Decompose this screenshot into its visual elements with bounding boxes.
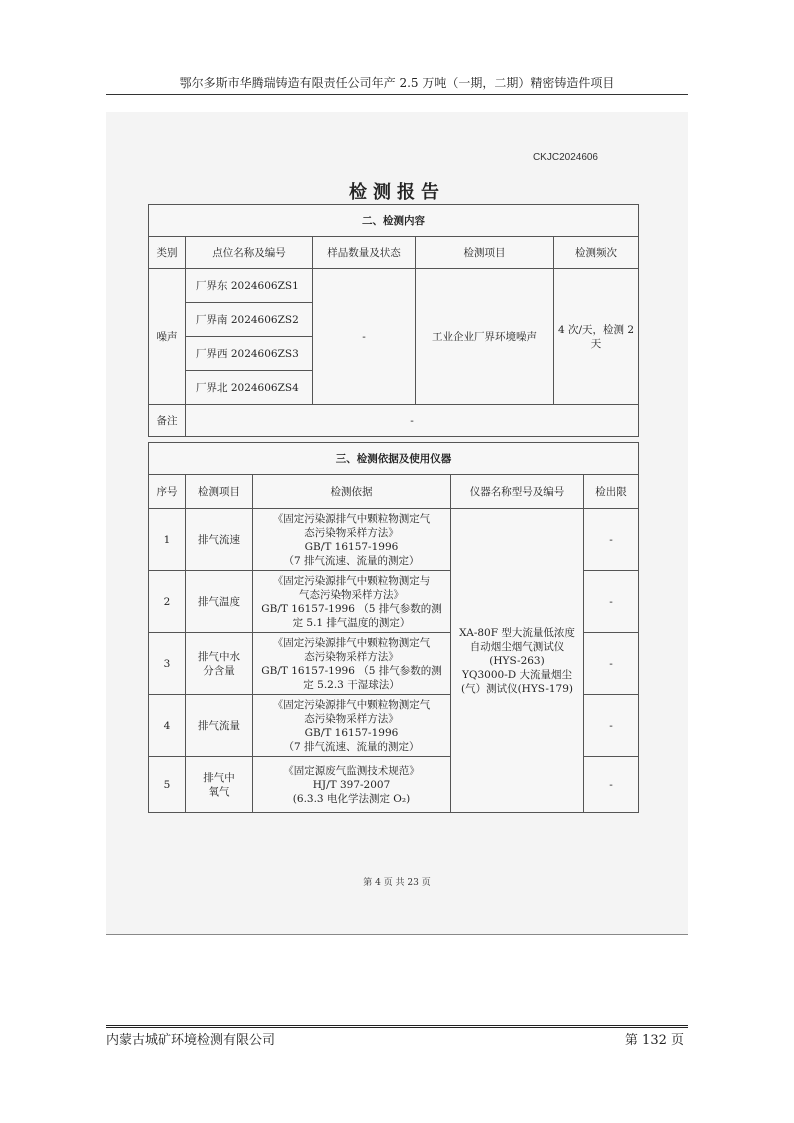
row-basis: 《固定源废气监测技术规范》 HJ/T 397-2007 (6.3.3 电化学法测定 O₂) [253,757,451,813]
row-item: 排气中 氧气 [186,757,253,813]
point-cell: 厂界北 2024606ZS4 [186,371,313,405]
detection-content-table [148,204,639,437]
footer-page-number: 第 132 页 [624,1033,684,1048]
col-header: 检测项目 [416,237,554,269]
col-header: 检出限 [584,475,639,509]
point-cell: 厂界南 2024606ZS2 [186,303,313,337]
instrument-cell: XA-80F 型大流量低浓度 自动烟尘烟气测试仪 (HYS-263) YQ3000-D 大流量烟尘 (气）测试仪(HYS-179) [451,509,584,813]
row-item: 排气温度 [186,571,253,633]
row-limit: - [584,633,639,695]
row-item: 排气流量 [186,695,253,757]
row-limit: - [584,509,639,571]
col-header: 检测频次 [554,237,639,269]
sample-status-cell: - [313,269,416,405]
row-basis: 《固定污染源排气中颗粒物测定气 态污染物采样方法》 GB/T 16157-1996 （5 排气参数的测 定 5.2.3 干湿球法） [253,633,451,695]
col-header: 点位名称及编号 [186,237,313,269]
col-header: 检测依据 [253,475,451,509]
report-number: CKJC2024606 [532,152,598,163]
col-header: 样品数量及状态 [313,237,416,269]
row-basis: 《固定污染源排气中颗粒物测定与 气态污染物采样方法》 GB/T 16157-1996 （5 排气参数的测 定 5.1 排气温度的测定） [253,571,451,633]
section3-heading: 三、检测依据及使用仪器 [149,443,639,475]
row-limit: - [584,695,639,757]
point-cell: 厂界东 2024606ZS1 [186,269,313,303]
report-title: 检测报告 [349,182,445,203]
section2-heading: 二、检测内容 [149,205,639,237]
row-item: 排气中水 分含量 [186,633,253,695]
remark-value: - [186,405,639,437]
basis-instrument-table [148,442,639,813]
footer-company: 内蒙古城矿环境检测有限公司 [106,1033,276,1048]
page-footer [106,1025,688,1050]
remark-label: 备注 [149,405,186,437]
col-header: 仪器名称型号及编号 [451,475,584,509]
row-number: 4 [149,695,186,757]
row-limit: - [584,571,639,633]
col-header: 检测项目 [186,475,253,509]
report-page-number: 第 4 页 共 23 页 [363,878,431,888]
col-header: 类别 [149,237,186,269]
frequency-cell: 4 次/天，检测 2 天 [554,269,639,405]
table-row [149,509,639,571]
row-number: 3 [149,633,186,695]
page-header: 鄂尔多斯市华腾瑞铸造有限责任公司年产 2.5 万吨（一期，二期）精密铸造件项目 [106,72,688,95]
point-cell: 厂界西 2024606ZS3 [186,337,313,371]
row-basis: 《固定污染源排气中颗粒物测定气 态污染物采样方法》 GB/T 16157-1996 （7 排气流速、流量的测定） [253,695,451,757]
detection-item-cell: 工业企业厂界环境噪声 [416,269,554,405]
col-header: 序号 [149,475,186,509]
row-number: 5 [149,757,186,813]
row-item: 排气流速 [186,509,253,571]
scanned-report-page [106,112,688,935]
row-number: 2 [149,571,186,633]
row-number: 1 [149,509,186,571]
row-basis: 《固定污染源排气中颗粒物测定气 态污染物采样方法》 GB/T 16157-1996 （7 排气流速、流量的测定） [253,509,451,571]
row-limit: - [584,757,639,813]
category-cell: 噪声 [149,269,186,405]
